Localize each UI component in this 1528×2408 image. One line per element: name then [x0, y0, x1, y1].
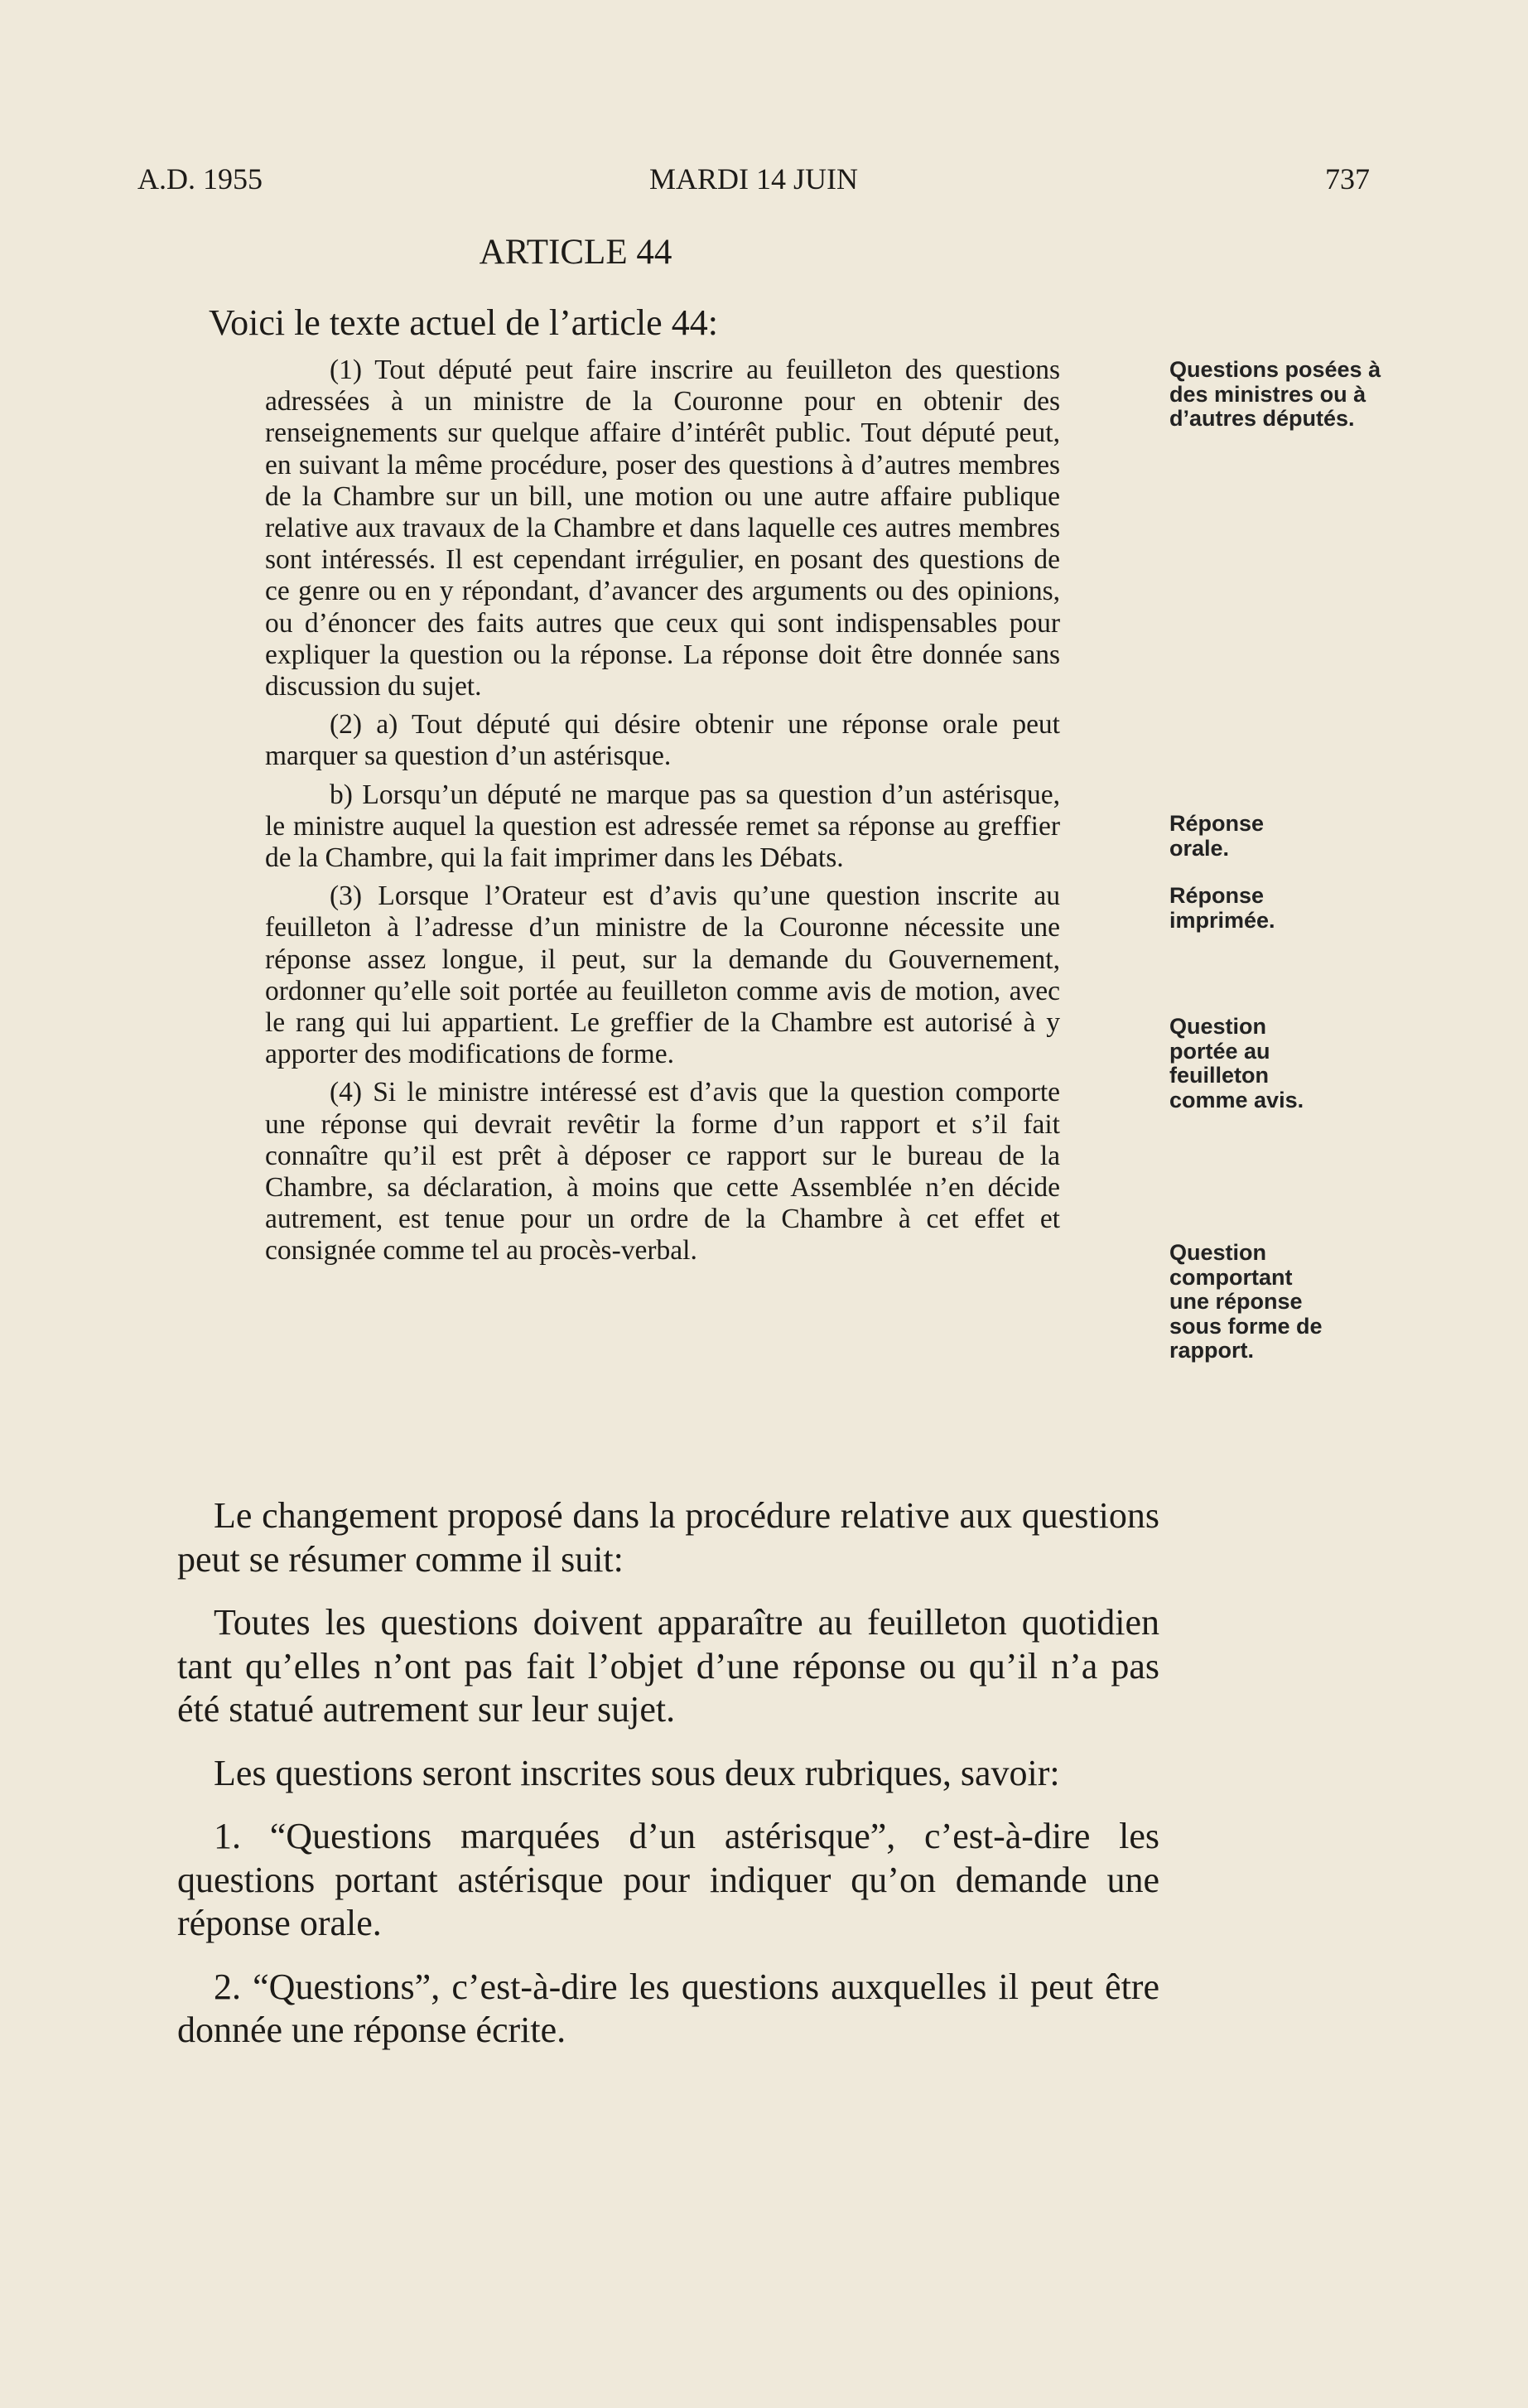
body-paragraph-2: Toutes les questions doivent apparaître au feuilleton quotidien tant qu’elles n’ont pas fait l’objet d’une réponse ou qu’il n’a pas été statué autrement sur leur sujet.: [177, 1602, 1159, 1730]
header-date: MARDI 14 JUIN: [649, 162, 858, 195]
article-title: ARTICLE 44: [479, 233, 672, 272]
paragraph-4: (4) Si le ministre intéressé est d’avis que la question comporte une réponse qui devrait revêtir la forme d’un rapport et s’il fait connaître qu’il est prêt à déposer ce rapport sur le bureau de la Chambre, sa déclaration, à moins que cette Assemblée n’en décide autrement, est tenue pour un ordre de la Chambre à cet effet et consignée comme tel au procès-verbal.: [265, 1077, 1060, 1267]
margin-note-notice: Question portée au feuilleton comme avis.: [1169, 1014, 1304, 1112]
paragraph-2a: (2) a) Tout député qui désire obtenir une réponse orale peut marquer sa question d’un astérisque.: [265, 709, 1060, 772]
page-number: 737: [1325, 162, 1370, 195]
header-year: A.D. 1955: [137, 162, 263, 195]
body-paragraph-3: Les questions seront inscrites sous deux rubriques, savoir:: [214, 1752, 1060, 1793]
page-header: [137, 159, 1370, 199]
body-paragraph-5: 2. “Questions”, c’est-à-dire les questions auxquelles il peut être donnée une réponse écrite.: [177, 1966, 1159, 2050]
current-article-text: [265, 355, 1060, 1274]
paragraph-2b: b) Lorsqu’un député ne marque pas sa question d’un astérisque, le ministre auquel la question est adressée remet sa réponse au greffier de la Chambre, qui la fait imprimer dans les Débats.: [265, 779, 1060, 874]
body-paragraph-4: 1. “Questions marquées d’un astérisque”, c’est-à-dire les questions portant astérisque pour indiquer qu’on demande une réponse orale.: [177, 1816, 1159, 1943]
margin-note-printed: Réponse imprimée.: [1169, 883, 1275, 933]
paragraph-3: (3) Lorsque l’Orateur est d’avis qu’une question inscrite au feuilleton à l’adresse d’un ministre de la Couronne nécessite une réponse assez longue, il peut, sur la demande du Gouvernement, ordonner qu’elle soit portée au feuilleton comme avis de motion, avec le rang qui lui appartient. Le greffier de la Chambre est autorisé à y apporter des modifications de forme.: [265, 881, 1060, 1070]
body-paragraph-1: Le changement proposé dans la procédure relative aux questions peut se résumer comme il suit:: [177, 1495, 1159, 1580]
paragraph-1: (1) Tout député peut faire inscrire au feuilleton des questions adressées à un ministre de la Couronne pour en obtenir des renseignements sur quelque affaire d’intérêt public. Tout député peut, en suivant la même procédure, poser des questions à d’autres membres de la Chambre sur un bill, une motion ou une autre affaire publique relative aux travaux de la Chambre et dans laquelle ces autres membres sont intéressés. Il est cependant irrégulier, en posant des questions de ce genre ou en y répondant, d’avancer des arguments ou des opinions, ou d’énoncer des faits autres que ceux qui sont indispensables pour expliquer la question ou la réponse. La réponse doit être donnée sans discussion du sujet.: [265, 355, 1060, 702]
proposed-change-text: [177, 1494, 1159, 2073]
intro-text: Voici le texte actuel de l’article 44:: [209, 302, 718, 343]
margin-note-questions: Questions posées à des ministres ou à d’autres députés.: [1169, 357, 1381, 431]
margin-note-oral: Réponse orale.: [1169, 811, 1265, 861]
margin-note-report: Question comportant une réponse sous forme de rapport.: [1169, 1240, 1323, 1363]
